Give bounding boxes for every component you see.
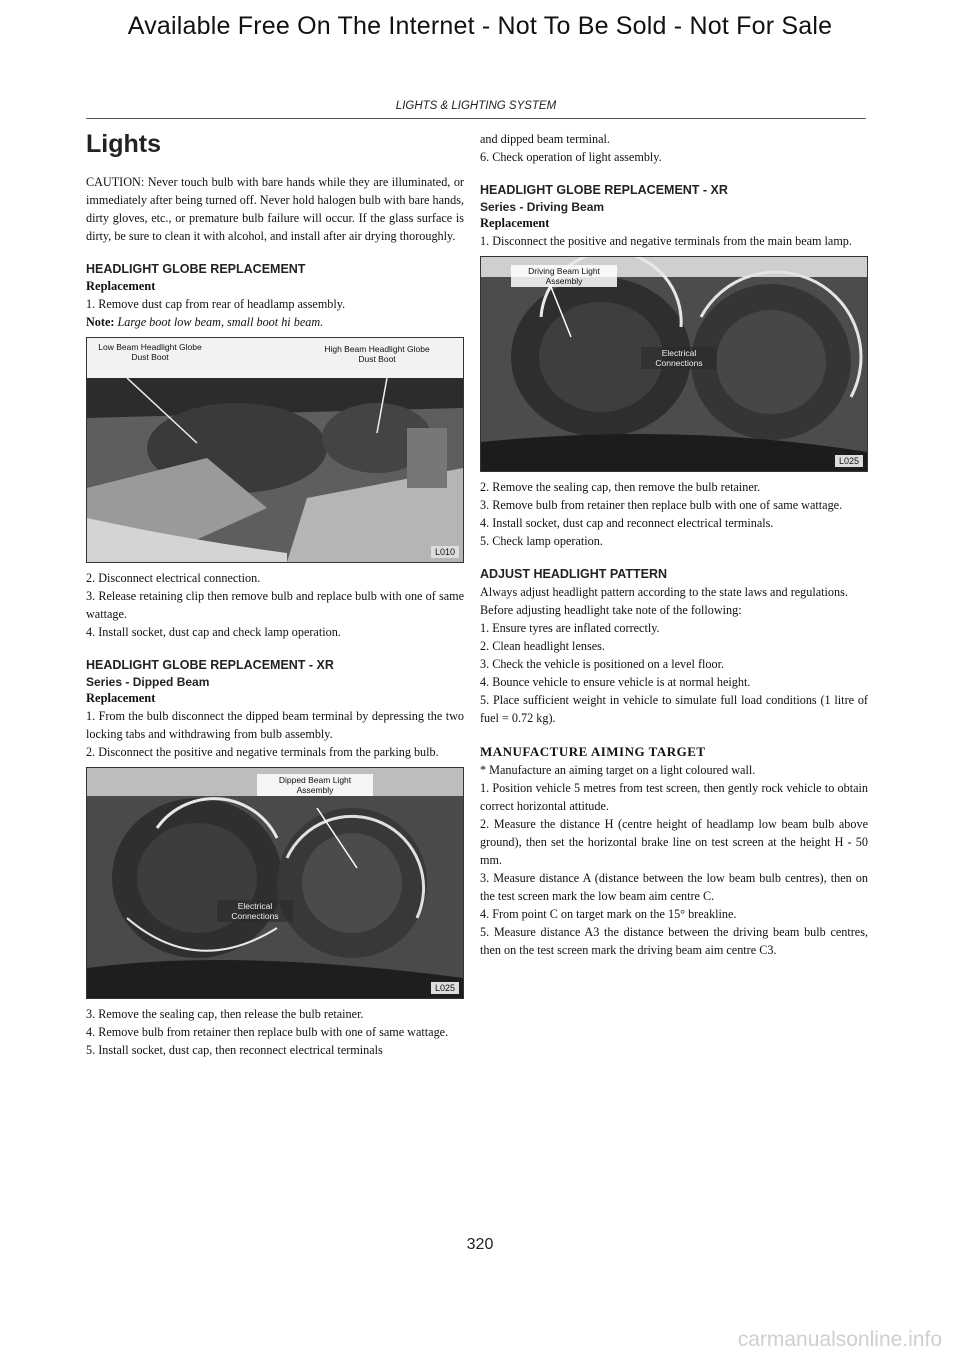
step-text: 5. Place sufficient weight in vehicle to simulate full load conditions (1 litre of fuel = 0.72 kg). bbox=[480, 693, 868, 725]
intro-text: Always adjust headlight pattern according to the state laws and regulations. bbox=[480, 585, 848, 599]
electrical-connections-label: Electrical Connections bbox=[217, 900, 293, 922]
step-text: 2. Clean headlight lenses. bbox=[480, 639, 605, 653]
step-text: 3. Remove the sealing cap, then release the bulb retainer. bbox=[86, 1007, 364, 1021]
high-beam-dust-boot-label: High Beam Headlight Globe Dust Boot bbox=[324, 344, 430, 364]
note-label: Note: bbox=[86, 315, 115, 329]
photo-driving-beam-assembly bbox=[480, 256, 868, 472]
bullet-text: * Manufacture an aiming target on a light coloured wall. bbox=[480, 763, 756, 777]
dipped-beam-assembly-label: Dipped Beam Light Assembly bbox=[257, 774, 373, 796]
step-text: 4. Bounce vehicle to ensure vehicle is at normal height. bbox=[480, 675, 751, 689]
replacement-subheading: Replacement bbox=[86, 279, 156, 293]
step-text: 1. Disconnect the positive and negative terminals from the main beam lamp. bbox=[480, 234, 852, 248]
step-text: 2. Disconnect electrical connection. bbox=[86, 571, 261, 585]
photo-headlamp-dust-boots bbox=[86, 337, 464, 563]
note-text: Large boot low beam, small boot hi beam. bbox=[117, 315, 324, 329]
page-title: Lights bbox=[86, 130, 161, 158]
section-heading-xr-driving: HEADLIGHT GLOBE REPLACEMENT - XR bbox=[480, 183, 728, 197]
step-text: 4. Install socket, dust cap and check lamp operation. bbox=[86, 625, 341, 639]
electrical-connections-label: Electrical Connections bbox=[641, 347, 717, 369]
step-text: 3. Check the vehicle is positioned on a level floor. bbox=[480, 657, 725, 671]
site-watermark: carmanualsonline.info bbox=[737, 1328, 942, 1351]
section-heading-adjust-pattern: ADJUST HEADLIGHT PATTERN bbox=[480, 567, 668, 581]
free-distribution-banner: Available Free On The Internet - Not To Be Sold - Not For Sale bbox=[127, 12, 833, 40]
step-text: 4. Install socket, dust cap and reconnect electrical terminals. bbox=[480, 516, 774, 530]
right-column bbox=[480, 124, 868, 959]
step-text: 2. Remove the sealing cap, then remove the bulb retainer. bbox=[480, 480, 761, 494]
section-heading-headlight-globe: HEADLIGHT GLOBE REPLACEMENT bbox=[86, 262, 306, 276]
step-text: 4. From point C on target mark on the 15° breakline. bbox=[480, 907, 737, 921]
caution-paragraph: CAUTION: Never touch bulb with bare hands while they are illuminated, or immediately after being turned off. Never hold halogen bulb with bare hands, dirty gloves, etc., or premature bulb failure will occur. If the glass surface is dirty, be sure to clean it with alcohol, and install after air drying thoroughly. bbox=[86, 175, 464, 243]
replacement-subheading: Replacement bbox=[480, 216, 550, 230]
running-head: LIGHTS & LIGHTING SYSTEM bbox=[395, 100, 557, 112]
page-number: 320 bbox=[466, 1236, 494, 1253]
left-column bbox=[86, 124, 464, 1059]
low-beam-dust-boot-label: Low Beam Headlight Globe Dust Boot bbox=[98, 342, 202, 362]
step-text: 1. Position vehicle 5 metres from test screen, then gently rock vehicle to obtain correct horizontal attitude. bbox=[480, 781, 868, 813]
figure-code: L025 bbox=[835, 455, 863, 467]
step-text: 3. Remove bulb from retainer then replace bulb with one of same wattage. bbox=[480, 498, 843, 512]
step-text: 2. Measure the distance H (centre height of headlamp low beam bulb above ground), then set the horizontal brake line on test screen at the height H - 50 mm. bbox=[480, 817, 868, 867]
series-subheading: Series - Driving Beam bbox=[480, 200, 605, 214]
step-text: 3. Measure distance A (distance between the low beam bulb centres), then on the test screen mark the low beam aim centre C. bbox=[480, 871, 868, 903]
section-heading-xr-dipped: HEADLIGHT GLOBE REPLACEMENT - XR bbox=[86, 658, 334, 672]
photo-dipped-beam-assembly bbox=[86, 767, 464, 999]
figure-code: L025 bbox=[431, 982, 459, 994]
driving-beam-assembly-label: Driving Beam Light Assembly bbox=[511, 265, 617, 287]
note-paragraph bbox=[86, 313, 464, 331]
before-text: Before adjusting headlight take note of the following: bbox=[480, 603, 742, 617]
step-text: 5. Install socket, dust cap, then reconnect electrical terminals bbox=[86, 1043, 383, 1057]
step-text: 1. Ensure tyres are inflated correctly. bbox=[480, 621, 660, 635]
step-text: 1. Remove dust cap from rear of headlamp assembly. bbox=[86, 297, 346, 311]
step-text: 5. Measure distance A3 the distance between the driving beam bulb centres, then on the test screen mark the driving beam aim centre C3. bbox=[480, 925, 868, 957]
figure-code: L010 bbox=[431, 546, 459, 558]
replacement-subheading: Replacement bbox=[86, 691, 156, 705]
header-rule bbox=[86, 118, 866, 119]
step-text: 2. Disconnect the positive and negative terminals from the parking bulb. bbox=[86, 745, 439, 759]
step-text: 4. Remove bulb from retainer then replace bulb with one of same wattage. bbox=[86, 1025, 449, 1039]
photo-illustration bbox=[87, 768, 463, 998]
photo-illustration bbox=[87, 338, 463, 562]
step-text: 5. Check lamp operation. bbox=[480, 534, 603, 548]
section-heading-aiming-target: MANUFACTURE AIMING TARGET bbox=[480, 744, 706, 759]
series-subheading: Series - Dipped Beam bbox=[86, 675, 210, 689]
continued-text: and dipped beam terminal. bbox=[480, 132, 610, 146]
step-text: 1. From the bulb disconnect the dipped beam terminal by depressing the two locking tabs and withdrawing from bulb assembly. bbox=[86, 709, 464, 741]
step-text: 3. Release retaining clip then remove bulb and replace bulb with one of same wattage. bbox=[86, 589, 464, 621]
step-text: 6. Check operation of light assembly. bbox=[480, 150, 662, 164]
